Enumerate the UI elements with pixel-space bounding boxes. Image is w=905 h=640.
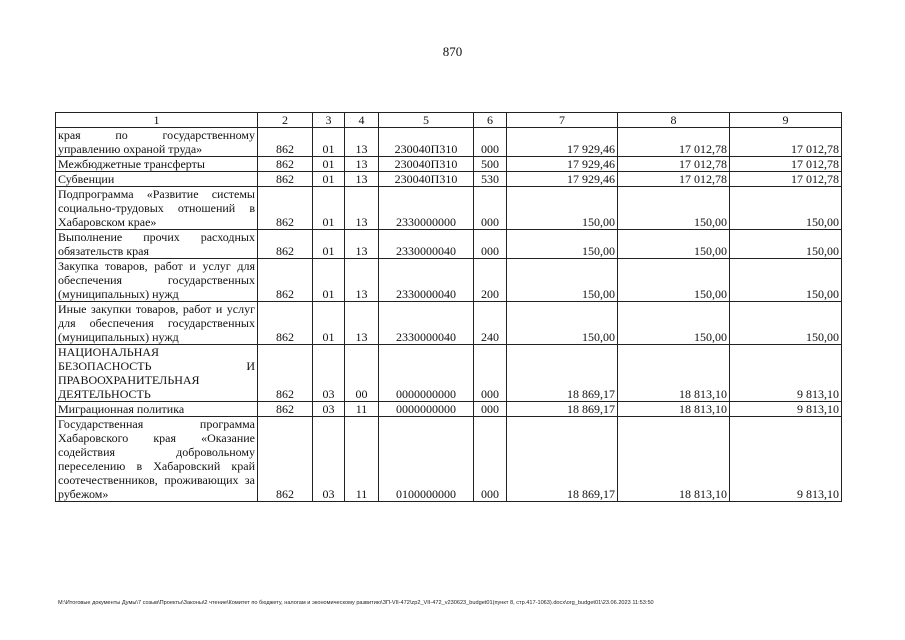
row-cell-col8: 150,00 [618,302,730,345]
row-name-cell: Миграционная политика [56,402,258,417]
row-cell-col3: 03 [313,345,345,402]
row-cell-col5: 2330000040 [379,302,474,345]
row-cell-col8: 18 813,10 [618,417,730,502]
row-cell-col7: 150,00 [507,259,618,302]
table-row [56,259,842,302]
row-cell-col3: 01 [313,172,345,187]
header-row [56,113,842,128]
row-cell-col9: 17 012,78 [730,157,842,172]
row-cell-col4: 13 [345,230,379,259]
row-name-cell: Подпрограмма «Развитие системы социально-трудовых отношений в Хабаровском крае» [56,187,258,230]
table-row [56,230,842,259]
row-cell-col9: 9 813,10 [730,345,842,402]
row-cell-col7: 17 929,46 [507,172,618,187]
header-cell-6: 6 [474,113,507,128]
row-cell-col7: 18 869,17 [507,417,618,502]
row-cell-col4: 13 [345,187,379,230]
row-cell-col4: 11 [345,402,379,417]
row-cell-col5: 230040П310 [379,157,474,172]
row-cell-col3: 01 [313,259,345,302]
row-cell-col6: 000 [474,417,507,502]
row-name-cell: Государственная программа Хабаровского края «Оказание содействия добровольному переселению в Хабаровский край соотечественников, проживающих за рубежом» [56,417,258,502]
row-cell-col2: 862 [258,302,313,345]
header-cell-2: 2 [258,113,313,128]
row-cell-col4: 13 [345,128,379,157]
header-cell-1: 1 [56,113,258,128]
table-row [56,172,842,187]
row-name-cell: Выполнение прочих расходных обязательств края [56,230,258,259]
row-cell-col9: 150,00 [730,230,842,259]
row-cell-col6: 200 [474,259,507,302]
row-name-cell: края по государственному управлению охраной труда» [56,128,258,157]
row-cell-col5: 0100000000 [379,417,474,502]
row-cell-col6: 530 [474,172,507,187]
row-cell-col9: 17 012,78 [730,172,842,187]
row-cell-col2: 862 [258,402,313,417]
row-cell-col7: 18 869,17 [507,402,618,417]
row-cell-col2: 862 [258,172,313,187]
row-cell-col4: 00 [345,345,379,402]
row-cell-col7: 18 869,17 [507,345,618,402]
row-cell-col3: 03 [313,402,345,417]
row-cell-col4: 13 [345,172,379,187]
row-cell-col6: 000 [474,128,507,157]
row-cell-col8: 18 813,10 [618,402,730,417]
row-name-cell: Закупка товаров, работ и услуг для обеспечения государственных (муниципальных) нужд [56,259,258,302]
row-cell-col8: 150,00 [618,259,730,302]
header-cell-4: 4 [345,113,379,128]
row-cell-col9: 17 012,78 [730,128,842,157]
table-body [56,128,842,502]
header-cell-9: 9 [730,113,842,128]
row-cell-col3: 01 [313,230,345,259]
footer-file-path: M:\Итоговые документы Думы\7 созыв\Проекты\Законы\2 чтение\Комитет по бюджету, налогам и экономическому развитию\ЗП-VII-472\zp2_VII-472_v230623_budget01(пункт 8, стр.417-1063).docx\org_budget01\23.06.2023 11:53:50 [58,600,654,606]
row-cell-col2: 862 [258,345,313,402]
row-cell-col4: 11 [345,417,379,502]
row-cell-col7: 17 929,46 [507,128,618,157]
row-cell-col6: 000 [474,402,507,417]
row-name-cell: НАЦИОНАЛЬНАЯ БЕЗОПАСНОСТЬ И ПРАВООХРАНИТЕЛЬНАЯ ДЕЯТЕЛЬНОСТЬ [56,345,258,402]
table-row [56,187,842,230]
table-row [56,128,842,157]
row-cell-col6: 240 [474,302,507,345]
row-cell-col4: 13 [345,259,379,302]
table-row [56,417,842,502]
row-cell-col8: 17 012,78 [618,128,730,157]
row-cell-col5: 230040П310 [379,172,474,187]
row-cell-col5: 0000000000 [379,345,474,402]
table-row [56,402,842,417]
row-cell-col6: 500 [474,157,507,172]
row-cell-col7: 150,00 [507,187,618,230]
row-name-cell: Субвенции [56,172,258,187]
row-cell-col9: 150,00 [730,259,842,302]
header-cell-3: 3 [313,113,345,128]
row-cell-col8: 18 813,10 [618,345,730,402]
budget-table [55,112,842,502]
row-cell-col6: 000 [474,345,507,402]
row-cell-col5: 2330000000 [379,187,474,230]
row-cell-col2: 862 [258,157,313,172]
row-cell-col4: 13 [345,157,379,172]
row-cell-col2: 862 [258,259,313,302]
row-cell-col9: 150,00 [730,302,842,345]
row-cell-col5: 230040П310 [379,128,474,157]
row-cell-col9: 9 813,10 [730,417,842,502]
table-row [56,302,842,345]
row-cell-col2: 862 [258,187,313,230]
row-cell-col5: 0000000000 [379,402,474,417]
header-cell-8: 8 [618,113,730,128]
header-cell-7: 7 [507,113,618,128]
row-cell-col3: 01 [313,302,345,345]
table-row [56,157,842,172]
row-cell-col3: 01 [313,157,345,172]
row-cell-col5: 2330000040 [379,259,474,302]
row-cell-col8: 17 012,78 [618,172,730,187]
row-cell-col3: 01 [313,128,345,157]
row-cell-col2: 862 [258,128,313,157]
row-cell-col7: 17 929,46 [507,157,618,172]
row-name-cell: Межбюджетные трансферты [56,157,258,172]
row-cell-col3: 03 [313,417,345,502]
row-cell-col4: 13 [345,302,379,345]
row-name-cell: Иные закупки товаров, работ и услуг для обеспечения государственных (муниципальных) нужд [56,302,258,345]
header-cell-5: 5 [379,113,474,128]
row-cell-col6: 000 [474,187,507,230]
row-cell-col8: 150,00 [618,230,730,259]
row-cell-col6: 000 [474,230,507,259]
row-cell-col5: 2330000040 [379,230,474,259]
row-cell-col9: 9 813,10 [730,402,842,417]
row-cell-col3: 01 [313,187,345,230]
row-cell-col8: 17 012,78 [618,157,730,172]
row-cell-col8: 150,00 [618,187,730,230]
row-cell-col7: 150,00 [507,302,618,345]
row-cell-col9: 150,00 [730,187,842,230]
row-cell-col7: 150,00 [507,230,618,259]
row-cell-col2: 862 [258,230,313,259]
table-row [56,345,842,402]
page-number: 870 [442,44,463,59]
row-cell-col2: 862 [258,417,313,502]
